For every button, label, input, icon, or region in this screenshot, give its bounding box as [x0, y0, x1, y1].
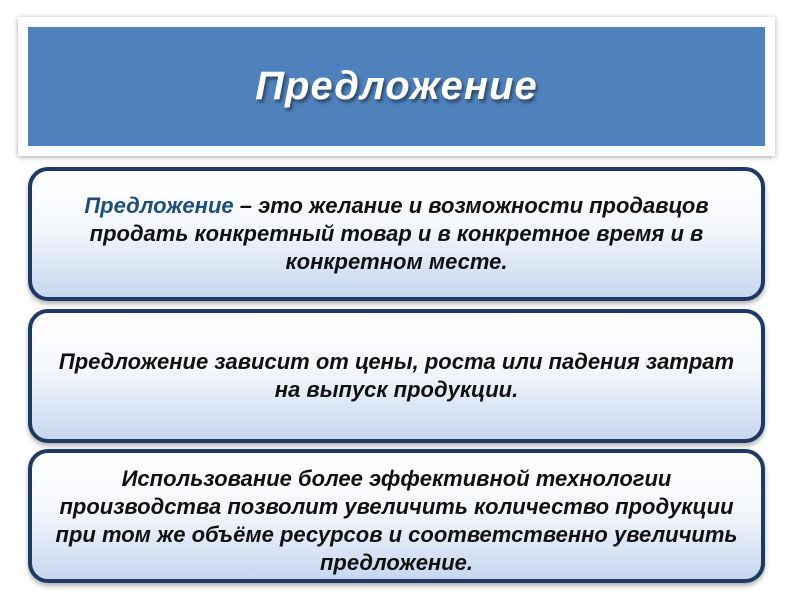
technology-box: [28, 449, 765, 583]
definition-body: – это желание и возможности продавцов продать конкретный товар и в конкретное время и в конкретном месте.: [89, 193, 709, 274]
technology-text: Использование более эффективной технологии производства позволит увеличить количество продукции при том же объёме ресурсов и соответственно увеличить предложение.: [55, 466, 738, 575]
slide-title: Предложение: [255, 64, 538, 108]
definition-box: [28, 167, 765, 301]
title-frame: [18, 17, 775, 156]
definition-term: Предложение: [84, 193, 234, 218]
dependency-text: Предложение зависит от цены, роста или падения затрат на выпуск продукции.: [58, 349, 735, 402]
dependency-box: [28, 309, 765, 443]
definition-text: [54, 192, 739, 276]
title-bar: [28, 27, 765, 146]
